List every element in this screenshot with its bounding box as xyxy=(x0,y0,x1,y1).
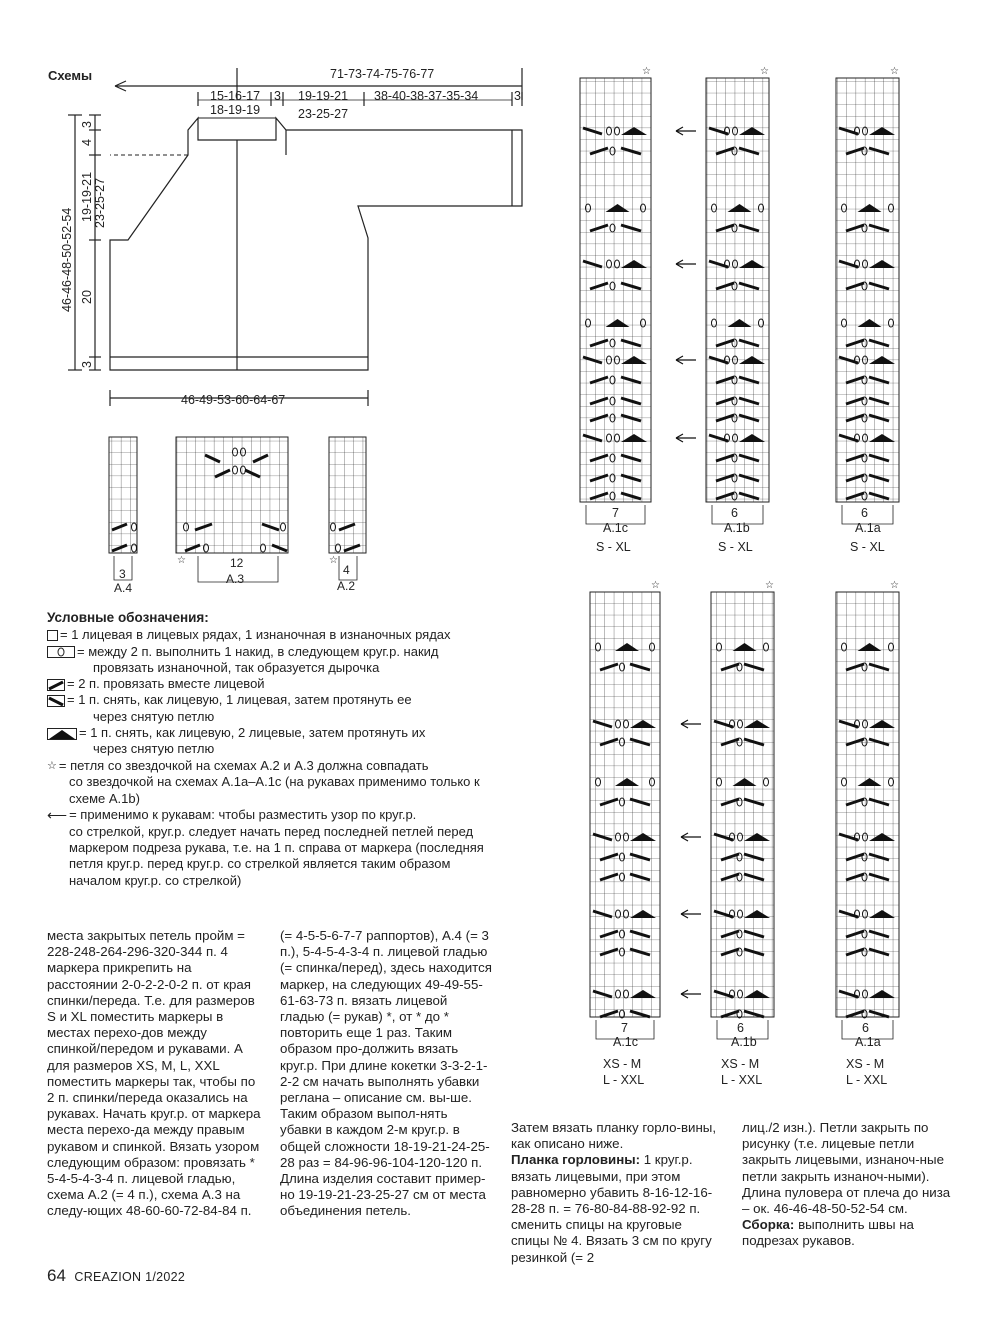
bottom-a1c-sizes-2: L - XXL xyxy=(603,1073,645,1087)
top-a1c-name: A.1c xyxy=(603,521,629,535)
top-a1a-name: A.1a xyxy=(855,521,881,535)
bottom-a1b-count: 6 xyxy=(737,1021,744,1035)
legend-text-arrow: = применимо к рукавам: чтобы разместить узор по круг.р. xyxy=(69,806,417,822)
magazine-issue: CREAZION 1/2022 xyxy=(74,1270,186,1284)
legend xyxy=(47,610,517,889)
small-chart-a4 xyxy=(109,437,137,595)
side-4-label: 4 xyxy=(80,139,94,146)
neckband-heading: Планка горловины: xyxy=(511,1152,641,1168)
a3-count: 12 xyxy=(230,556,244,570)
a2-count: 4 xyxy=(343,563,350,577)
legend-text-star: = петля со звездочкой на схемах А.2 и А.3 должна совпадать xyxy=(58,757,429,773)
text-column-4-body: лиц./2 изн.). Петли закрыть по рисунку (т.е. лицевые петли закрыть лицевыми, изнаноч-ные петли закрыть изнаноч-ными). Длина пуловера от плеча до низа – ок. 46-46-48-50-52-54 см. xyxy=(742,1120,951,1217)
legend-item-star xyxy=(47,758,517,807)
knit-square-icon xyxy=(47,630,58,641)
top-a1a-sizes: S - XL xyxy=(850,540,885,554)
total-length-label: 46-46-48-50-52-54 xyxy=(60,207,74,312)
small-3-label-b: 3 xyxy=(514,89,521,103)
bottom-a1c-sizes-1: XS - M xyxy=(603,1057,642,1071)
page-footer xyxy=(47,1266,185,1286)
text-column-3 xyxy=(511,1120,721,1266)
small-3-label-a: 3 xyxy=(274,89,281,103)
text-column-4-assembly xyxy=(742,1217,954,1249)
sleeve-label: 38-40-38-37-35-34 xyxy=(374,89,479,103)
page-number: 64 xyxy=(47,1266,66,1285)
legend-text-k2tog: = 2 п. провязать вместе лицевой xyxy=(67,676,265,692)
chart-bottom-a1c xyxy=(590,580,660,1039)
chart-bottom-a1a xyxy=(836,580,899,1039)
top-a1b-name: A.1b xyxy=(724,521,750,535)
neckband-text: 1 круг.р. вязать лицевыми, при этом равномерно убавить 8-16-12-16-28-28 п. = 76-80-84-88-92-92 п. сменить спицы на круговые спицы № 4. Вязать 3 см по кругу резинкой (= 2 xyxy=(511,1152,713,1265)
yoke-label-2: 23-25-27 xyxy=(298,107,349,121)
bottom-a1c-count: 7 xyxy=(621,1021,628,1035)
small-chart-a2 xyxy=(329,437,366,593)
rib-3-label: 3 xyxy=(80,361,94,368)
top-a1c-sizes: S - XL xyxy=(596,540,631,554)
a4-count: 3 xyxy=(119,567,126,581)
schematic-labels xyxy=(48,67,521,407)
schematic-title: Схемы xyxy=(48,68,93,83)
legend-item-skp xyxy=(47,692,517,725)
svg-text:☆: ☆ xyxy=(765,580,774,591)
legend-cont-arrow: со стрелкой, круг.р. следует начать перед последней петлей перед маркером подреза рукава, т.е. на 1 п. справа от маркера (последняя петля круг.р. перед круг.р. со стрелкой является таким образом началом круг.р. со стрелкой) xyxy=(69,823,484,888)
sk2p-icon xyxy=(47,728,77,740)
legend-item-k2tog xyxy=(47,676,517,692)
small-chart-a3 xyxy=(176,437,288,586)
k2tog-icon xyxy=(47,679,65,691)
bottom-a1b-sizes-1: XS - M xyxy=(721,1057,760,1071)
legend-text-knit: = 1 лицевая в лицевых рядах, 1 изнаночная в изнаночных рядах xyxy=(60,627,451,643)
chart-top-a1b xyxy=(676,66,769,524)
top-a1b-sizes: S - XL xyxy=(718,540,753,554)
top-a1b-count: 6 xyxy=(731,506,738,520)
yoke-label-1: 19-19-21 xyxy=(298,89,349,103)
raglan-label-2: 23-25-27 xyxy=(93,177,107,228)
a2-name: A.2 xyxy=(337,579,356,593)
a3-name: A.3 xyxy=(226,572,245,586)
skp-icon xyxy=(47,695,65,707)
star-icon: ☆ xyxy=(47,760,57,773)
svg-text:☆: ☆ xyxy=(642,66,651,77)
a4-name: A.4 xyxy=(114,581,133,595)
legend-text-yarn-over: = между 2 п. выполнить 1 накид, в следующем круг.р. накид xyxy=(77,643,439,659)
bottom-chart-labels xyxy=(603,1021,887,1087)
bottom-a1a-count: 6 xyxy=(862,1021,869,1035)
raglan-label-1: 19-19-21 xyxy=(80,171,94,222)
svg-text:☆: ☆ xyxy=(177,555,186,566)
svg-text:☆: ☆ xyxy=(651,580,660,591)
bottom-a1b-sizes-2: L - XXL xyxy=(721,1073,763,1087)
svg-text:☆: ☆ xyxy=(760,66,769,77)
bottom-a1c-name: A.1c xyxy=(613,1035,639,1049)
chart-top-a1a xyxy=(836,66,899,524)
bottom-a1a-sizes-2: L - XXL xyxy=(846,1073,888,1087)
svg-text:☆: ☆ xyxy=(329,555,338,566)
chart-top-a1c xyxy=(580,66,651,524)
assembly-heading: Сборка: xyxy=(742,1217,795,1233)
bottom-a1b-name: A.1b xyxy=(731,1035,757,1049)
legend-item-arrow xyxy=(47,807,517,889)
legend-cont-sk2p: через снятую петлю xyxy=(93,741,215,757)
bottom-a1a-name: A.1a xyxy=(855,1035,881,1049)
svg-text:☆: ☆ xyxy=(890,580,899,591)
top-a1c-count: 7 xyxy=(612,506,619,520)
text-column-1 xyxy=(47,928,262,1220)
text-column-2 xyxy=(280,928,492,1220)
assembly-text: выполнить швы на подрезах рукавов. xyxy=(742,1217,914,1249)
legend-cont-star: со звездочкой на схемах А.1а–А.1с (на рукавах применимо только к схеме А.1b) xyxy=(69,774,480,806)
arrow-left-icon: ⟵ xyxy=(47,807,68,824)
text-column-2-body: (= 4-5-5-6-7-7 раппортов), А.4 (= 3 п.), 5-4-5-4-3-4 п. лицевой гладью (= спинка/перед), здесь находится маркер, на следующих 49-49-55-61-63-73 п. вязать лицевой гладью (= рукав) *, от * до * повторить еще 1 раз. Таким образом про-должить вязать круг.р. При длине кокетки 3-3-2-1-2-2 см начать выполнять убавки реглана – описание см. вы-ше. Таким образом выпол-нять убавки в каждом 2-м круг.р. в общей сложности 18-19-21-24-25-28 раз = 84-96-96-104-120-120 п. Длина изделия составит пример-но 19-19-21-23-25-27 см от места объединения петель. xyxy=(280,928,492,1219)
body-20-label: 20 xyxy=(80,290,94,304)
legend-cont-skp: через снятую петлю xyxy=(93,708,215,724)
side-3-label: 3 xyxy=(80,121,94,128)
text-column-4 xyxy=(742,1120,954,1250)
width-label: 46-49-53-60-64-67 xyxy=(181,393,286,407)
text-column-3-body xyxy=(511,1152,721,1265)
legend-title: Условные обозначения: xyxy=(47,610,209,625)
text-column-1-body: места закрытых петель пройм = 228-248-264-296-320-344 п. 4 маркера прикрепить на расстоянии 2-0-2-2-0-2 п. от края спинки/переда. Т.е. для размеров S и XL поместить маркеры в местах перехо-дов между спинкой/передом и рукавами. А для размеров XS, M, L, XXL поместить маркеры так, чтобы по 2 п. спинки/переда оказались на рукавах. Начать круг.р. от маркера места перехо-да между правым рукавом и спинкой. Вязать узором следующим образом: провязать * 5-4-5-4-3-4 п. лицевой гладью, схема А.2 (= 4 п.), схема А.3 на следу-ющих 48-60-60-72-84-84 п. xyxy=(47,928,261,1219)
bottom-a1a-sizes-1: XS - M xyxy=(846,1057,885,1071)
garment-schematic xyxy=(68,68,522,406)
neck-width-label-2: 18-19-19 xyxy=(210,103,261,117)
yarn-over-icon xyxy=(47,646,75,658)
legend-text-skp: = 1 п. снять, как лицевую, 1 лицевая, затем протянуть ее xyxy=(67,692,412,708)
legend-item-knit xyxy=(47,627,517,643)
chart-bottom-a1b xyxy=(681,580,774,1039)
legend-item-yarn-over xyxy=(47,644,517,677)
legend-text-sk2p: = 1 п. снять, как лицевую, 2 лицевые, затем протянуть их xyxy=(79,725,426,741)
sleeve-length-label: 71-73-74-75-76-77 xyxy=(330,67,435,81)
text-column-3-intro: Затем вязать планку горло-вины, как описано ниже. xyxy=(511,1120,717,1152)
top-a1a-count: 6 xyxy=(861,506,868,520)
legend-cont-yarn-over: провязать изнаночной, так образуется дырочка xyxy=(93,659,380,675)
neck-width-label-1: 15-16-17 xyxy=(210,89,261,103)
legend-item-sk2p xyxy=(47,725,517,758)
svg-text:☆: ☆ xyxy=(890,66,899,77)
top-chart-labels xyxy=(596,506,885,554)
